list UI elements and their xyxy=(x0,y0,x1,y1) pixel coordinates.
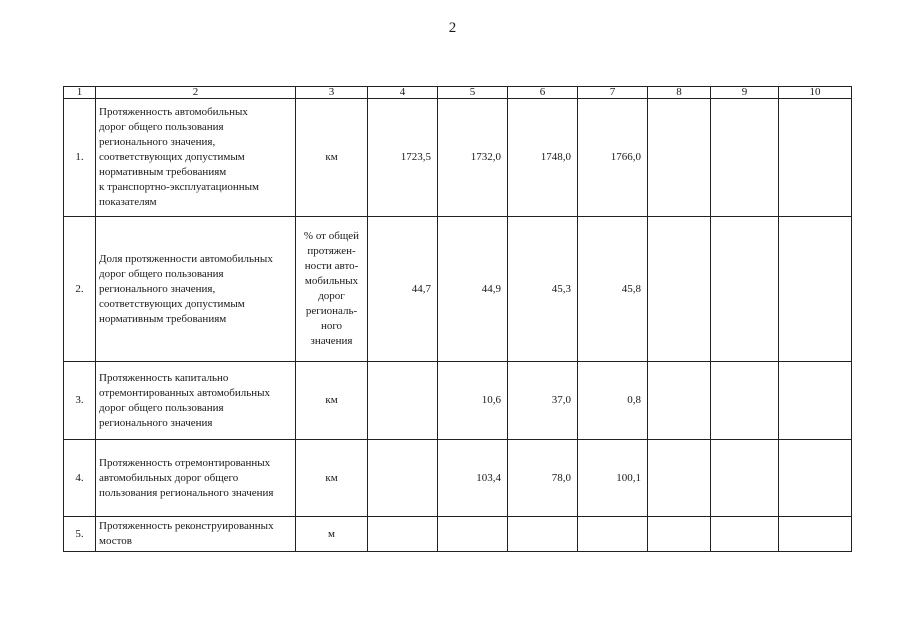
value-cell: 100,1 xyxy=(578,440,648,517)
unit-line: региональ- xyxy=(305,305,358,317)
indicators-table xyxy=(63,86,852,552)
value-cell xyxy=(711,440,779,517)
unit-of-measure xyxy=(296,362,368,440)
value-cell: 103,4 xyxy=(438,440,508,517)
header-cell: 7 xyxy=(578,87,648,99)
value-cell: 1723,5 xyxy=(368,99,438,217)
unit-line: м xyxy=(328,527,335,540)
value-cell: 37,0 xyxy=(508,362,578,440)
unit-of-measure xyxy=(296,440,368,517)
indicator-name xyxy=(96,217,296,362)
indicator-name-line: Протяженность автомобильных xyxy=(99,106,248,118)
value-cell xyxy=(368,362,438,440)
indicator-name-line: отремонтированных автомобильных xyxy=(99,386,271,399)
indicator-name-line: регионального значения, xyxy=(99,136,216,148)
value-cell: 10,6 xyxy=(438,362,508,440)
unit-line: км xyxy=(325,151,338,163)
table-row xyxy=(64,440,852,517)
unit-line: км xyxy=(325,394,338,406)
indicator-name-line: мостов xyxy=(99,535,132,547)
header-cell: 5 xyxy=(438,87,508,99)
value-cell xyxy=(648,217,711,362)
header-cell: 2 xyxy=(96,87,296,99)
value-cell: 44,7 xyxy=(368,217,438,362)
indicator-name-line: нормативным требованиям xyxy=(99,312,227,325)
value-cell xyxy=(368,517,438,552)
row-number: 3. xyxy=(64,362,96,440)
value-cell xyxy=(779,362,852,440)
unit-line: дорог xyxy=(318,290,345,302)
value-cell xyxy=(578,517,648,552)
row-number: 5. xyxy=(64,517,96,552)
unit-line: км xyxy=(325,471,338,484)
indicator-name-line: Доля протяженности автомобильных xyxy=(99,252,273,265)
value-cell: 44,9 xyxy=(438,217,508,362)
header-row xyxy=(64,87,852,99)
indicator-name xyxy=(96,362,296,440)
indicator-name-line: регионального значения, xyxy=(99,282,216,295)
unit-line: % от общей xyxy=(303,230,360,242)
value-cell: 45,3 xyxy=(508,217,578,362)
indicator-name-line: Протяженность капитально xyxy=(99,371,229,384)
header-cell: 8 xyxy=(648,87,711,99)
unit-line: мобильных xyxy=(304,275,359,287)
indicator-name-line: дорог общего пользования xyxy=(99,121,224,133)
indicator-name-line: соответствующих допустимым xyxy=(99,297,245,310)
indicator-name-line: регионального значения xyxy=(99,416,213,429)
row-number: 2. xyxy=(64,217,96,362)
value-cell xyxy=(438,517,508,552)
value-cell xyxy=(508,517,578,552)
value-cell: 0,8 xyxy=(578,362,648,440)
value-cell xyxy=(779,517,852,552)
indicator-name-line: к транспортно-эксплуатационным xyxy=(99,181,260,193)
header-cell: 6 xyxy=(508,87,578,99)
value-cell xyxy=(711,517,779,552)
value-cell xyxy=(779,99,852,217)
indicator-name-line: Протяженность реконструированных xyxy=(99,520,274,532)
unit-of-measure xyxy=(296,99,368,217)
value-cell xyxy=(779,440,852,517)
value-cell: 1766,0 xyxy=(578,99,648,217)
value-cell xyxy=(648,362,711,440)
value-cell xyxy=(648,517,711,552)
header-cell: 1 xyxy=(64,87,96,99)
value-cell: 1732,0 xyxy=(438,99,508,217)
indicator-name xyxy=(96,517,296,552)
indicator-name-line: соответствующих допустимым xyxy=(99,151,245,163)
value-cell: 45,8 xyxy=(578,217,648,362)
value-cell: 78,0 xyxy=(508,440,578,517)
value-cell xyxy=(711,217,779,362)
indicator-name-line: пользования регионального значения xyxy=(99,486,274,499)
header-cell: 4 xyxy=(368,87,438,99)
value-cell xyxy=(779,217,852,362)
value-cell xyxy=(368,440,438,517)
table-row xyxy=(64,517,852,552)
header-cell: 10 xyxy=(779,87,852,99)
unit-of-measure xyxy=(296,517,368,552)
value-cell: 1748,0 xyxy=(508,99,578,217)
indicator-name-line: показателям xyxy=(99,196,157,208)
indicator-name xyxy=(96,99,296,217)
table-row xyxy=(64,362,852,440)
indicator-name-line: автомобильных дорог общего xyxy=(99,471,239,484)
value-cell xyxy=(711,362,779,440)
indicator-name xyxy=(96,440,296,517)
table-body xyxy=(64,87,852,552)
unit-line: значения xyxy=(310,335,353,347)
indicator-name-line: дорог общего пользования xyxy=(99,401,224,414)
row-number: 4. xyxy=(64,440,96,517)
table-row xyxy=(64,217,852,362)
header-cell: 9 xyxy=(711,87,779,99)
unit-line: ности авто- xyxy=(304,260,359,272)
unit-line: протяжен- xyxy=(307,245,356,257)
indicator-name-line: Протяженность отремонтированных xyxy=(99,456,271,469)
value-cell xyxy=(648,99,711,217)
header-cell: 3 xyxy=(296,87,368,99)
value-cell xyxy=(648,440,711,517)
page-number: 2 xyxy=(448,20,457,36)
indicator-name-line: нормативным требованиям xyxy=(99,166,227,178)
indicator-name-line: дорог общего пользования xyxy=(99,267,224,280)
unit-of-measure xyxy=(296,217,368,362)
row-number: 1. xyxy=(64,99,96,217)
value-cell xyxy=(711,99,779,217)
table-row xyxy=(64,99,852,217)
unit-line: ного xyxy=(320,320,343,332)
